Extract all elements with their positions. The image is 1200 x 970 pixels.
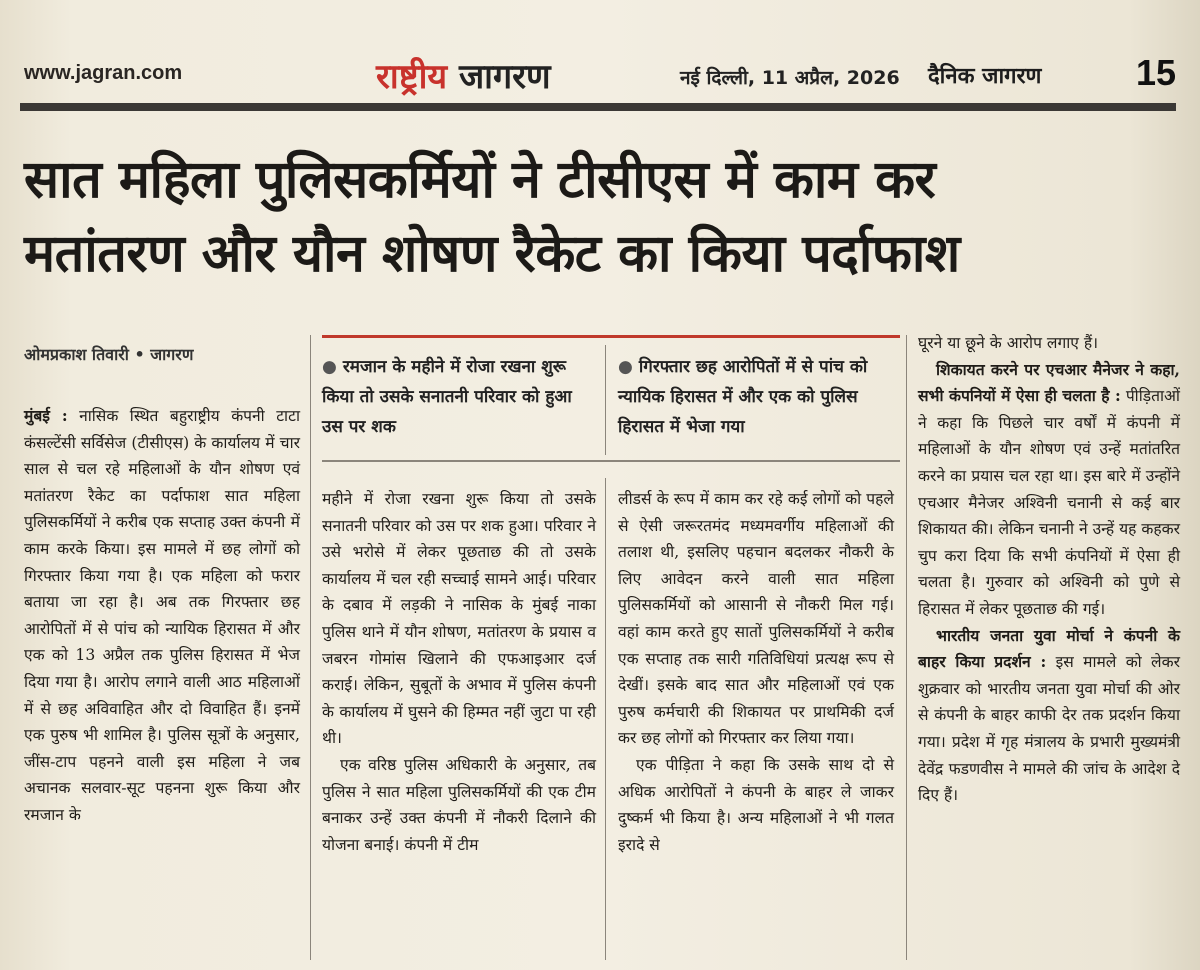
- page-number: 15: [1136, 52, 1177, 93]
- brand-part-2: जागरण: [458, 57, 551, 97]
- website-url: www.jagran.com: [24, 62, 183, 84]
- article-column-3: [618, 486, 894, 858]
- paragraph: एक पीड़िता ने कहा कि उसके साथ दो से अधिक आरोपितों ने कंपनी के बाहर ले जाकर दुष्कर्म भी किया है। अन्य महिलाओं ने भी गलत इरादे से: [618, 755, 894, 854]
- column-divider: [906, 335, 907, 960]
- brand-part-1: राष्ट्रीय: [376, 57, 448, 97]
- column-divider: [605, 478, 606, 960]
- subhead-hr-manager: शिकायत करने पर एचआर मैनेजर ने कहा, सभी कंपनियों में ऐसा ही चलता है :: [918, 359, 1180, 406]
- byline: ओमप्रकाश तिवारी • जागरण: [24, 345, 194, 364]
- headline-line-2: मतांतरण और यौन शोषण रैकेट का किया पर्दाफाश: [24, 224, 960, 284]
- bullet-icon: ●: [322, 357, 337, 377]
- article-column-4: [918, 330, 1180, 809]
- pull-quote-rule: [322, 335, 900, 338]
- section-brand: [376, 52, 551, 98]
- bullet-icon: ●: [618, 357, 633, 377]
- paragraph: पीड़िताओं ने कहा कि पिछले चार वर्षों में कंपनी में महिलाओं के यौन शोषण एवं उन्हें मतांतरित करने का प्रयास चल रहा था। इस बारे में उन्होंने एचआर मैनेजर अश्विनी चनानी से कई बार शिकायत की। लेकिन चनानी ने उन्हें यह कहकर चुप करा दिया कि सभी कंपनियों में ऐसा ही चलता है। गुरुवार को अश्विनी को पुणे से हिरासत में लेकर पूछताछ की गई।: [918, 387, 1180, 618]
- masthead: [20, 50, 1177, 100]
- article-column-2: [322, 486, 596, 858]
- paper-name: दैनिक जागरण: [928, 64, 1042, 89]
- masthead-rule: [20, 103, 1176, 111]
- pull-quote-bottom-rule: [322, 460, 900, 462]
- paragraph: महीने में रोजा रखना शुरू किया तो उसके सनातनी परिवार को उस पर शक हुआ। परिवार ने उसे भरोसे में लेकर पूछताछ की तो उसके कार्यालय में चल रही सच्चाई सामने आई। परिवार के दबाव में लड़की ने नासिक के मुंबई नाका पुलिस थाने में यौन शोषण, मतांतरण के प्रयास व जबरन गोमांस खिलाने की एफआइआर दर्ज कराई। लेकिन, सुबूतों के अभाव में पुलिस कंपनी के कार्यालय में घुसने की हिम्मत नहीं जुटा पा रही थी।: [322, 490, 596, 748]
- paragraph: इस मामले को लेकर शुक्रवार को भारतीय जनता युवा मोर्चा की ओर से कंपनी के बाहर काफी देर तक प्रदर्शन किया गया। प्रदेश में गृह मंत्रालय के प्रभारी मुख्यमंत्री देवेंद्र फडणवीस ने मामले की जांच के आदेश दे दिए हैं।: [918, 653, 1180, 805]
- lead-in-dateline: मुंबई :: [24, 406, 68, 425]
- headline-line-1: सात महिला पुलिसकर्मियों ने टीसीएस में काम कर: [24, 150, 936, 210]
- pull-quote-1: ● रमजान के महीने में रोजा रखना शुरू किया तो उसके सनातनी परिवार को हुआ उस पर शक: [322, 357, 572, 437]
- pull-quote-divider: [605, 345, 606, 455]
- article-column-1: [24, 403, 300, 829]
- paragraph: एक वरिष्ठ पुलिस अधिकारी के अनुसार, तब पुलिस ने सात महिला पुलिसकर्मियों की एक टीम बनाकर उन्हें उक्त कंपनी में नौकरी दिलाने की योजना बनाई। कंपनी में टीम: [322, 755, 596, 854]
- paragraph: लीडर्स के रूप में काम कर रहे कई लोगों को पहले से ऐसी जरूरतमंद मध्यमवर्गीय महिलाओं की तलाश थी, इसलिए पहचान बदलकर नौकरी के लिए आवेदन करने वाली सात महिला पुलिसकर्मियों को आसानी से नौकरी मिल गई। वहां काम करते हुए सातों पुलिसकर्मियों ने करीब एक सप्ताह तक सारी गतिविधियां प्रत्यक्ष रूप से देखीं। इसके बाद सात और महिलाओं एवं एक पुरुष कर्मचारी की शिकायत पर प्राथमिकी दर्ज कर छह लोगों को गिरफ्तार कर लिया गया।: [618, 490, 894, 748]
- column-divider: [310, 335, 311, 960]
- subhead-protest: भारतीय जनता युवा मोर्चा ने कंपनी के बाहर किया प्रदर्शन :: [918, 625, 1180, 672]
- paragraph: नासिक स्थित बहुराष्ट्रीय कंपनी टाटा कंसल्टेंसी सर्विसेज (टीसीएस) के कार्यालय में चार साल से चल रहे महिलाओं के यौन शोषण एवं मतांतरण रैकेट का पर्दाफाश सात महिला पुलिसकर्मियों ने करीब एक सप्ताह उक्त कंपनी में काम करके किया। इस मामले में छह लोगों को गिरफ्तार किया गया है। एक महिला को फरार बताया जा रहा है। अब तक गिरफ्तार छह आरोपितों में से पांच को न्यायिक हिरासत में और एक को 13 अप्रैल तक पुलिस हिरासत में भेज दिया गया है। आरोप लगाने वाली आठ महिलाओं में से छह अविवाहित और दो विवाहित हैं। इनमें एक पुरुष भी शामिल है। पुलिस सूत्रों के अनुसार, जींस-टाप पहनने वाली इस महिला ने जब अचानक सलवार-सूट पहनना शुरू किया और रमजान के: [24, 407, 300, 824]
- pull-quote-2: ● गिरफ्तार छह आरोपितों में से पांच को न्यायिक हिरासत में और एक को पुलिस हिरासत में भेजा गया: [618, 357, 868, 437]
- dateline: नई दिल्ली, 11 अप्रैल, 2026: [680, 67, 900, 89]
- paragraph: घूरने या छूने के आरोप लगाए हैं।: [918, 334, 1099, 352]
